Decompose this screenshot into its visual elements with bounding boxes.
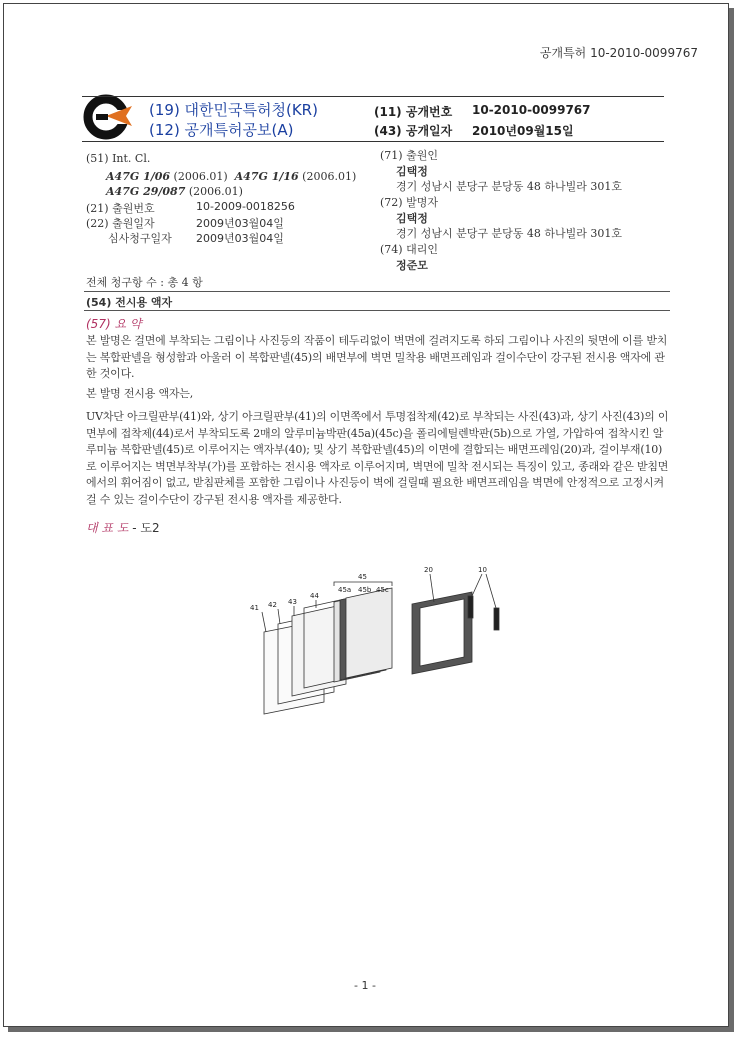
ipc3-version: (2006.01) bbox=[188, 185, 243, 198]
inventor-label: (72) 발명자 bbox=[380, 196, 438, 209]
pub-date-value: 2010년09월15일 bbox=[472, 124, 574, 138]
int-cl-label: (51) Int. Cl. bbox=[86, 152, 151, 165]
claims-count: 전체 청구항 수 : 총 4 항 bbox=[86, 276, 203, 289]
kipo-logo-icon bbox=[82, 92, 138, 142]
header-bottom-rule bbox=[82, 141, 664, 142]
publication-number-top: 공개특허 10-2010-0099767 bbox=[539, 46, 698, 60]
ipc2-code: A47G 1/16 bbox=[234, 170, 299, 183]
applicant-address: 경기 성남시 분당구 분당동 48 하나빌라 301호 bbox=[396, 180, 622, 193]
title-top-rule bbox=[84, 291, 670, 292]
inventor-address: 경기 성남시 분당구 분당동 48 하나빌라 301호 bbox=[396, 227, 622, 240]
hanger-part-lower bbox=[494, 608, 499, 630]
exam-date-value: 2009년03월04일 bbox=[196, 232, 284, 245]
abstract-paragraph-1: 본 발명은 걸면에 부착되는 그림이나 사진등의 작품이 테두리없이 벽면에 걸려지도록 하되 그림이나 사진의 뒷면에 이를 받치는 복합판넬을 형성함과 아울러 이 복합판넬(45)의 배면부에 벽면 밀착용 배면프레임과 걸이수단이 강구된 전시용 액자에 관한 것이다. bbox=[86, 334, 668, 380]
pub-number-value: 10-2010-0099767 bbox=[472, 103, 591, 117]
leader-line-41 bbox=[262, 612, 266, 632]
ipc3-code: A47G 29/087 bbox=[106, 185, 186, 198]
exam-date-label: 심사청구일자 bbox=[108, 232, 172, 245]
issuing-office: (19) 대한민국특허청(KR) bbox=[149, 101, 318, 119]
label-43: 43 bbox=[288, 598, 297, 606]
exploded-frame-drawing bbox=[234, 562, 524, 722]
label-42: 42 bbox=[268, 601, 277, 609]
app-number-value: 10-2009-0018256 bbox=[196, 200, 295, 213]
ipc-line-1 bbox=[106, 170, 356, 183]
page-frame bbox=[3, 3, 729, 1027]
label-41: 41 bbox=[250, 604, 259, 612]
pub-date-label: (43) 공개일자 bbox=[374, 124, 453, 138]
agent-name: 정준모 bbox=[396, 259, 428, 272]
label-45b: 45b bbox=[358, 586, 372, 594]
ipc1-code: A47G 1/06 bbox=[106, 170, 171, 183]
leader-line-10b bbox=[486, 574, 496, 608]
header-top-rule bbox=[82, 96, 664, 97]
app-date-label: (22) 출원일자 bbox=[86, 217, 155, 230]
label-45: 45 bbox=[358, 573, 367, 581]
label-20: 20 bbox=[424, 566, 433, 574]
app-number-label: (21) 출원번호 bbox=[86, 202, 155, 215]
ipc1-version: (2006.01) bbox=[173, 170, 228, 183]
label-45c: 45c bbox=[376, 586, 389, 594]
aluminium-sheet-45c bbox=[346, 588, 392, 678]
inventor-name: 김택정 bbox=[396, 212, 428, 225]
title-bottom-rule bbox=[84, 310, 670, 311]
abstract-heading: (57) 요 약 bbox=[86, 317, 142, 331]
ipc2-version: (2006.01) bbox=[302, 170, 357, 183]
label-45a: 45a bbox=[338, 586, 352, 594]
label-10: 10 bbox=[478, 566, 487, 574]
leader-line-20 bbox=[430, 574, 434, 602]
back-frame-opening bbox=[420, 599, 464, 666]
representative-figure-caption bbox=[86, 519, 160, 536]
leader-line-42 bbox=[278, 609, 280, 624]
abstract-paragraph-2: 본 발명 전시용 액자는, bbox=[86, 387, 194, 400]
rep-figure-ref: - 도2 bbox=[132, 521, 160, 535]
agent-label: (74) 대리인 bbox=[380, 243, 438, 256]
rep-figure-label: 대 표 도 bbox=[86, 521, 129, 535]
invention-title: (54) 전시용 액자 bbox=[86, 296, 173, 309]
applicant-label: (71) 출원인 bbox=[380, 149, 438, 162]
app-date-value: 2009년03월04일 bbox=[196, 217, 284, 230]
page-number: - 1 - bbox=[354, 979, 376, 992]
hanger-part-upper bbox=[468, 596, 473, 618]
abstract-paragraph-3: UV차단 아크릴판부(41)와, 상기 아크릴판부(41)의 이면쪽에서 투명접착제(42)로 부착되는 사진(43)과, 상기 사진(43)의 이면부에 접착제(44)로서 부착되도록 2매의 알루미늄박판(45a)(45c)을 폴리에틸렌박판(5b)으로 가열, 가압하여 접착시킨 알루미늄 복합판넬(45)로 이루어지는 액자부(40); 및 상기 복합판넬(45)의 이면에 결합되는 배면프레임(20)과, 걸이부재(10)로 이루어지는 벽면부착부(가)를 포함하는 전시용 액자로 이루어지며, 벽면에 밀착 전시되는 특징이 있고, 종래와 같은 받침면에서의 휘어짐이 없고, 받침판체를 포함한 그림이나 사진등이 벽에 걸릴때 필요한 배면프레임을 벽면에 안정적으로 고정시켜 걸 수 있는 걸이수단이 강구된 전시용 액자를 제공한다. bbox=[86, 410, 669, 506]
publication-kind: (12) 공개특허공보(A) bbox=[149, 121, 294, 139]
leader-line-10a bbox=[472, 574, 482, 596]
label-44: 44 bbox=[310, 592, 319, 600]
pub-number-label: (11) 공개번호 bbox=[374, 105, 453, 119]
ipc-line-2 bbox=[106, 185, 243, 198]
applicant-name: 김택정 bbox=[396, 165, 428, 178]
